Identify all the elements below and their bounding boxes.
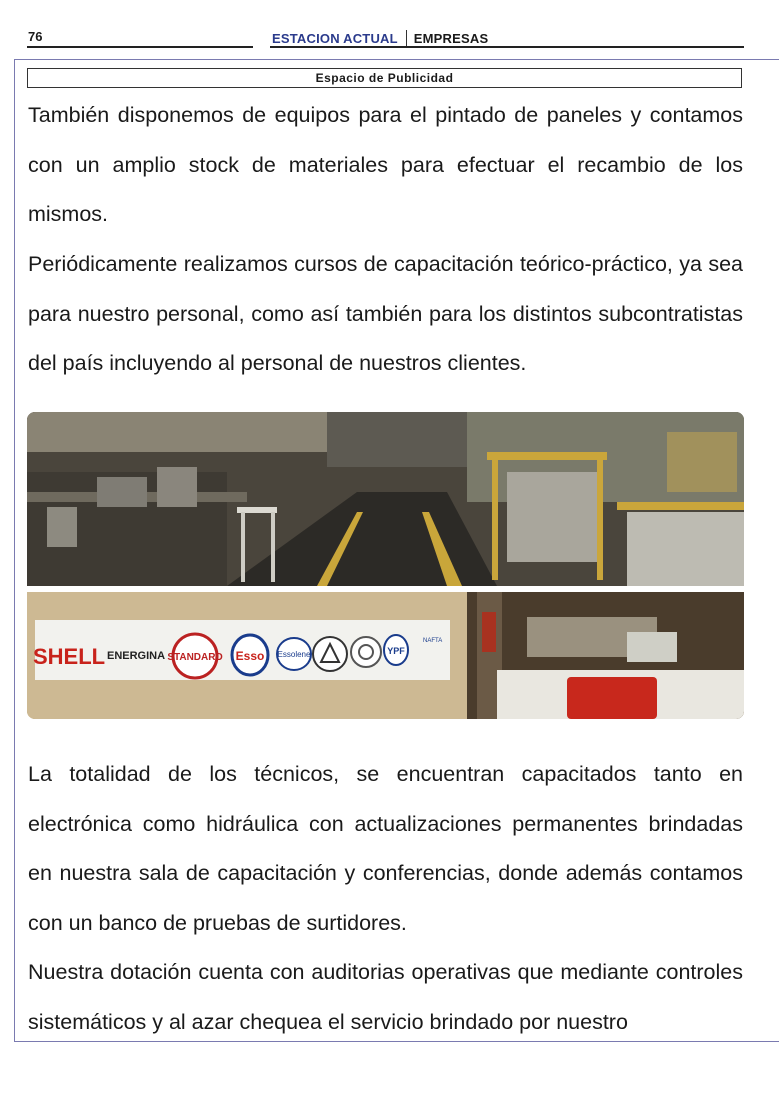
workshop-photo	[27, 412, 744, 586]
svg-text:YPF: YPF	[387, 646, 405, 656]
paragraph-4: Nuestra dotación cuenta con auditorias operativas que mediante controles sistemáticos y al azar chequea el servicio brindado por nuestro	[28, 960, 743, 1034]
header-rule-left	[27, 46, 253, 48]
paragraph-2: Periódicamente realizamos cursos de capacitación teórico-práctico, ya sea para nuestro personal, como así también para los distintos subcontratistas del país incluyendo al personal de nuestros clientes.	[28, 252, 743, 375]
paragraph-3: La totalidad de los técnicos, se encuentran capacitados tanto en electrónica como hidráulica con actualizaciones permanentes brindadas en nuestra sala de capacitación y conferencias, donde además contamos con un banco de pruebas de surtidores.	[28, 762, 743, 935]
section-name: EMPRESAS	[413, 31, 489, 46]
svg-text:ENERGINA: ENERGINA	[107, 650, 166, 662]
svg-text:Essolene: Essolene	[277, 650, 311, 659]
magazine-name: ESTACION ACTUAL	[272, 31, 398, 46]
header-separator	[406, 30, 407, 46]
header-rule-right	[270, 46, 744, 48]
running-header	[272, 30, 488, 46]
paragraph-1: También disponemos de equipos para el pintado de paneles y contamos con un amplio stock de materiales para efectuar el recambio de los mismos.	[28, 103, 743, 226]
svg-text:Esso: Esso	[235, 649, 265, 663]
logo-wall-photo	[27, 592, 744, 719]
page-number: 76	[28, 29, 43, 44]
svg-text:STANDARD: STANDARD	[167, 652, 223, 663]
svg-text:SHELL: SHELL	[33, 644, 106, 669]
ad-space-label: Espacio de Publicidad	[27, 68, 742, 88]
svg-text:NAFTA: NAFTA	[423, 638, 443, 644]
